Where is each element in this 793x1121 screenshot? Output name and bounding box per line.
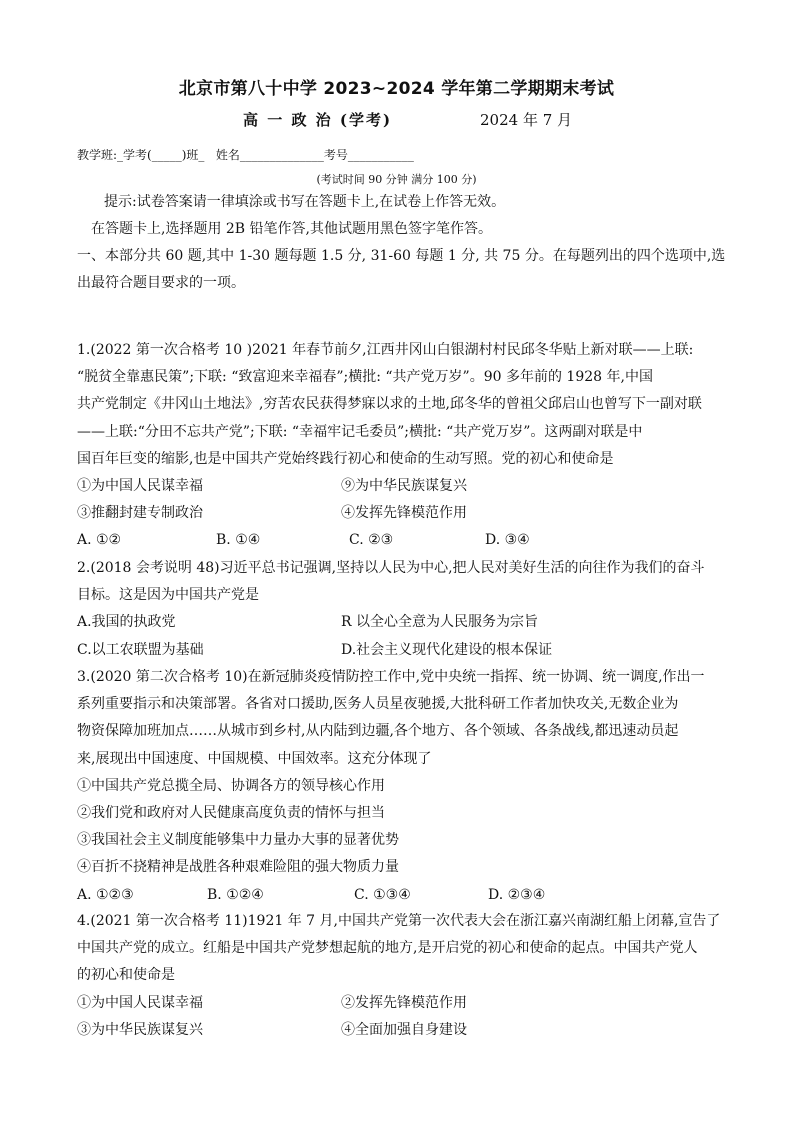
question-4 bbox=[77, 908, 719, 1044]
choice-c: C. ②③ bbox=[349, 532, 394, 549]
instruction-hint-2: 在答题卡上,选择题用 2B 铅笔作答,其他试题用黑色签字笔作答。 bbox=[91, 221, 492, 237]
exam-time-note: (考试时间 90 分钟 满分 100 分) bbox=[316, 173, 477, 186]
statement-item: ①为中国人民谋幸福 bbox=[77, 994, 203, 1011]
statement-row bbox=[77, 1017, 719, 1044]
question-text-line: 的初心和使命是 bbox=[77, 967, 175, 984]
statement-item: ①为中国人民谋幸福 bbox=[77, 477, 203, 494]
choice-row bbox=[77, 637, 719, 664]
choice-c: C. ①③④ bbox=[354, 886, 411, 903]
exam-date: 2024 年 7 月 bbox=[480, 111, 573, 129]
question-text-line: 1.(2022 第一次合格考 10 )2021 年春节前夕,江西井冈山白银湖村村民邱冬华贴上新对联——上联: bbox=[77, 342, 694, 358]
choice-b: B. ①④ bbox=[216, 532, 261, 549]
question-text-line: 国百年巨变的缩影,也是中国共产党始终践行初心和使命的生动写照。党的初心和使命是 bbox=[77, 450, 614, 467]
choice-row bbox=[77, 609, 719, 636]
statement-row bbox=[77, 473, 719, 500]
choice-row bbox=[77, 527, 719, 554]
choice-row bbox=[77, 882, 719, 909]
question-1 bbox=[77, 337, 719, 555]
question-text-line: 2.(2018 会考说明 48)习近平总书记强调,坚持以人民为中心,把人民对美好生活的向往作为我们的奋斗 bbox=[77, 560, 705, 576]
choice-a: A. ①②③ bbox=[77, 886, 134, 903]
choice-a: A.我国的执政党 bbox=[77, 614, 176, 631]
question-2 bbox=[77, 555, 719, 664]
subtitle-row bbox=[243, 109, 623, 133]
choice-a: A. ①② bbox=[77, 532, 122, 549]
statement-item: ④发挥先锋模范作用 bbox=[341, 505, 467, 522]
exam-title: 北京市第八十中学 2023~2024 学年第二学期期末考试 bbox=[178, 79, 615, 99]
section-heading bbox=[77, 243, 725, 297]
statement-item: ②我们党和政府对人民健康高度负责的情怀与担当 bbox=[77, 804, 385, 821]
choice-d: D. ②③④ bbox=[488, 886, 546, 903]
student-info-line: 教学班:_学考(_____)班_ 姓名______________考号___________ bbox=[77, 148, 414, 162]
statement-item: ③推翻封建专制政治 bbox=[77, 505, 203, 522]
choice-b: B. ①②④ bbox=[207, 886, 264, 903]
choice-d: D.社会主义现代化建设的根本保证 bbox=[341, 641, 553, 658]
question-text-line: 物资保障加班加点……从城市到乡村,从内陆到边疆,各个地方、各个领域、各条战线,都迅速动员起 bbox=[77, 723, 679, 740]
subject-label: 高 一 政 治 (学考) bbox=[243, 111, 393, 129]
question-3 bbox=[77, 664, 719, 909]
choice-b: R 以全心全意为人民服务为宗旨 bbox=[341, 614, 538, 631]
question-text-line: 3.(2020 第二次合格考 10)在新冠肺炎疫情防控工作中,党中央统一指挥、统一协调、统一调度,作出一 bbox=[77, 669, 705, 685]
question-text-line: 4.(2021 第一次合格考 11)1921 年 7 月,中国共产党第一次代表大会在浙江嘉兴南湖红船上闭幕,宣告了 bbox=[77, 913, 721, 929]
statement-item: ④百折不挠精神是战胜各种艰难险阻的强大物质力量 bbox=[77, 859, 399, 876]
statement-item: ②发挥先锋模范作用 bbox=[341, 994, 467, 1011]
question-text-line: ——上联:“分田不忘共产党”;下联: “幸福牢记毛委员”;横批: “共产党万岁”。这两副对联是中 bbox=[77, 423, 643, 440]
question-text-line: 来,展现出中国速度、中国规模、中国效率。这充分体现了 bbox=[77, 750, 432, 767]
statement-item: ①中国共产党总揽全局、协调各方的领导核心作用 bbox=[77, 777, 385, 794]
question-text-line: 系列重要指示和决策部署。各省对口援助,医务人员星夜驰援,大批科研工作者加快攻关,无数企业为 bbox=[77, 696, 679, 713]
question-text-line: 中国共产党的成立。红船是中国共产党梦想起航的地方,是开启党的初心和使命的起点。中国共产党人 bbox=[77, 940, 698, 957]
statement-item: ③我国社会主义制度能够集中力量办大事的显著优势 bbox=[77, 832, 399, 849]
question-text-line: 目标。这是因为中国共产党是 bbox=[77, 587, 259, 604]
choice-c: C.以工农联盟为基础 bbox=[77, 641, 204, 658]
statement-item: ④全面加强自身建设 bbox=[341, 1021, 467, 1038]
statement-row bbox=[77, 500, 719, 527]
statement-item: ⑨为中华民族谋复兴 bbox=[341, 477, 467, 494]
section-heading-line-1: 一、本部分共 60 题,其中 1-30 题每题 1.5 分, 31-60 每题 1 分, 共 75 分。在每题列出的四个选项中,选 bbox=[77, 248, 726, 264]
question-text-line: 共产党制定《井冈山土地法》,穷苦农民获得梦寐以求的土地,邱冬华的曾祖父邱启山也曾写下一副对联 bbox=[77, 396, 702, 413]
question-text-line: “脱贫全靠惠民策”;下联: “致富迎来幸福春”;横批: “共产党万岁”。90 多年前的 1928 年,中国 bbox=[77, 369, 653, 386]
choice-d: D. ③④ bbox=[485, 532, 530, 549]
statement-item: ③为中华民族谋复兴 bbox=[77, 1021, 203, 1038]
instruction-hint-1: 提示:试卷答案请一律填涂或书写在答题卡上,在试卷上作答无效。 bbox=[104, 194, 506, 210]
section-heading-line-2: 出最符合题目要求的一项。 bbox=[77, 275, 245, 291]
statement-row bbox=[77, 990, 719, 1017]
